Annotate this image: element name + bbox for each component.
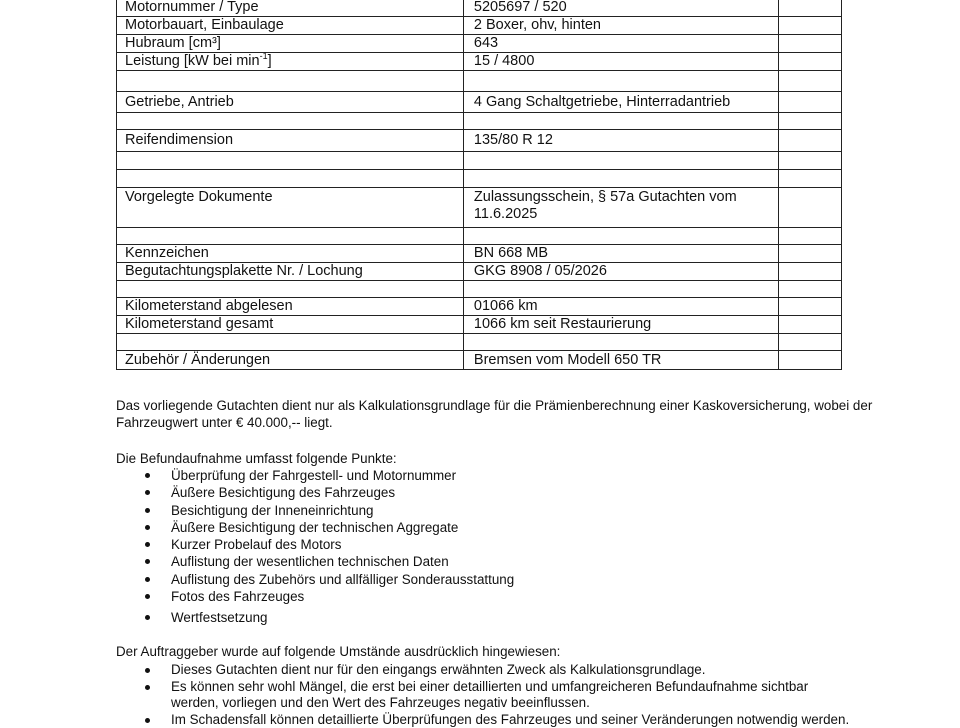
row-label	[117, 152, 464, 170]
table-row	[117, 35, 842, 53]
row-extra	[778, 53, 841, 71]
vehicle-data-table	[116, 0, 842, 370]
row-value	[463, 228, 778, 245]
row-extra	[778, 298, 841, 316]
row-value: GKG 8908 / 05/2026	[463, 263, 778, 281]
row-label	[117, 71, 464, 92]
row-value	[463, 281, 778, 298]
row-label: Motorbauart, Einbaulage	[117, 17, 464, 35]
table-row-empty	[117, 228, 842, 245]
power-label-sup: -1	[260, 51, 268, 61]
client-list	[116, 662, 876, 728]
row-label: Getriebe, Antrieb	[117, 92, 464, 113]
row-extra	[778, 71, 841, 92]
row-label	[117, 113, 464, 130]
list-item: Auflistung des Zubehörs und allfälliger Sonderausstattung	[116, 571, 876, 588]
row-extra	[778, 281, 841, 298]
intro-paragraph: Das vorliegende Gutachten dient nur als Kalkulationsgrundlage für die Prämienberechnung einer Kaskoversicherung, wobei der Fahrzeugwert unter € 40.000,-- liegt.	[116, 398, 876, 431]
row-label	[117, 170, 464, 188]
table-row	[117, 17, 842, 35]
list-item: Auflistung der wesentlichen technischen Daten	[116, 553, 876, 570]
row-label: Kilometerstand abgelesen	[117, 298, 464, 316]
table-row	[117, 263, 842, 281]
row-label: Reifendimension	[117, 130, 464, 152]
row-value: 135/80 R 12	[463, 130, 778, 152]
client-heading: Der Auftraggeber wurde auf folgende Umstände ausdrücklich hingewiesen:	[116, 644, 876, 661]
row-extra	[778, 92, 841, 113]
power-label-end: ]	[268, 53, 272, 69]
row-value	[463, 152, 778, 170]
row-label: Kilometerstand gesamt	[117, 316, 464, 334]
list-item: Kurzer Probelauf des Motors	[116, 536, 876, 553]
row-value: 2 Boxer, ohv, hinten	[463, 17, 778, 35]
row-value: 15 / 4800	[463, 53, 778, 71]
list-item: Äußere Besichtigung der technischen Aggregate	[116, 519, 876, 536]
row-value: BN 668 MB	[463, 245, 778, 263]
row-extra	[778, 188, 841, 228]
power-label: Leistung [kW bei min	[125, 53, 260, 69]
row-value: 01066 km	[463, 298, 778, 316]
row-label: Vorgelegte Dokumente	[117, 188, 464, 228]
row-label: Hubraum [cm³]	[117, 35, 464, 53]
findings-list	[116, 467, 876, 627]
table-row	[117, 92, 842, 113]
row-label: Zubehör / Änderungen	[117, 351, 464, 370]
row-value	[463, 170, 778, 188]
table-row	[117, 188, 842, 228]
table-row-empty	[117, 152, 842, 170]
list-item: Dieses Gutachten dient nur für den eingangs erwähnten Zweck als Kalkulationsgrundlage.	[116, 662, 876, 679]
row-value: Zulassungsschein, § 57a Gutachten vom 11.6.2025	[463, 188, 778, 228]
row-label	[117, 281, 464, 298]
table-row	[117, 130, 842, 152]
row-value	[463, 334, 778, 351]
table-row-empty	[117, 113, 842, 130]
table-row	[117, 0, 842, 17]
row-extra	[778, 170, 841, 188]
list-item: Wertfestsetzung	[116, 609, 876, 626]
row-extra	[778, 263, 841, 281]
row-extra	[778, 17, 841, 35]
row-extra	[778, 152, 841, 170]
table-row-empty	[117, 281, 842, 298]
table-row	[117, 53, 842, 71]
table-row	[117, 298, 842, 316]
row-extra	[778, 113, 841, 130]
table-row-empty	[117, 71, 842, 92]
table-row-empty	[117, 334, 842, 351]
row-extra	[778, 351, 841, 370]
row-extra	[778, 35, 841, 53]
list-item: Im Schadensfall können detaillierte Überprüfungen des Fahrzeuges und seiner Veränderungen notwendig werden.	[116, 712, 876, 728]
row-value	[463, 71, 778, 92]
list-item: Es können sehr wohl Mängel, die erst bei einer detaillierten und umfangreicheren Befundaufnahme sichtbar werden, vorliegen und den Wert des Fahrzeuges negativ beeinflussen.	[116, 679, 876, 712]
table-row	[117, 245, 842, 263]
row-value: Bremsen vom Modell 650 TR	[463, 351, 778, 370]
row-value: 643	[463, 35, 778, 53]
list-item: Fotos des Fahrzeuges	[116, 588, 876, 605]
row-value: 4 Gang Schaltgetriebe, Hinterradantrieb	[463, 92, 778, 113]
list-item: Besichtigung der Inneneinrichtung	[116, 502, 876, 519]
list-item: Äußere Besichtigung des Fahrzeuges	[116, 484, 876, 501]
table-row	[117, 316, 842, 334]
row-extra	[778, 130, 841, 152]
row-label: Begutachtungsplakette Nr. / Lochung	[117, 263, 464, 281]
table-row-empty	[117, 170, 842, 188]
row-label	[117, 228, 464, 245]
row-extra	[778, 228, 841, 245]
row-value	[463, 113, 778, 130]
row-value: 1066 km seit Restaurierung	[463, 316, 778, 334]
row-extra	[778, 316, 841, 334]
row-value: 5205697 / 520	[463, 0, 778, 17]
findings-heading: Die Befundaufnahme umfasst folgende Punkte:	[116, 451, 876, 468]
row-label: Kennzeichen	[117, 245, 464, 263]
list-item: Überprüfung der Fahrgestell- und Motornummer	[116, 467, 876, 484]
row-label: Motornummer / Type	[117, 0, 464, 17]
row-label	[117, 53, 464, 71]
row-extra	[778, 0, 841, 17]
row-label	[117, 334, 464, 351]
row-extra	[778, 245, 841, 263]
table-row	[117, 351, 842, 370]
row-extra	[778, 334, 841, 351]
